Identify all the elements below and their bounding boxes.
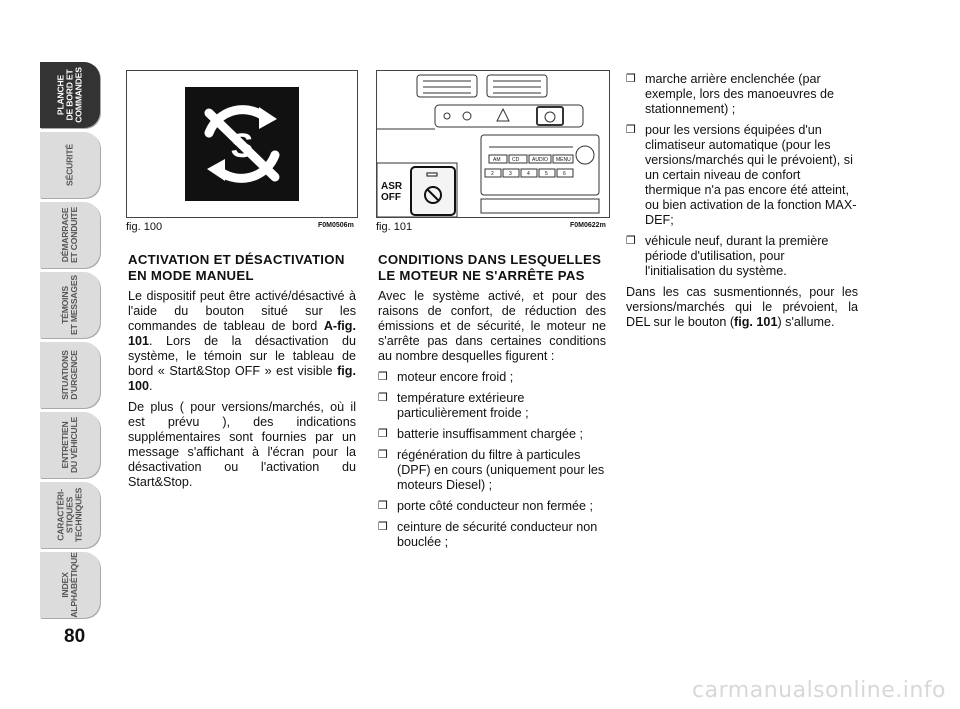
figure-100 bbox=[126, 70, 358, 218]
text-run: . bbox=[149, 379, 153, 393]
radio-preset-2: 2 bbox=[491, 171, 494, 177]
radio-preset-4: 4 bbox=[527, 171, 530, 177]
radio-preset-6: 6 bbox=[563, 171, 566, 177]
tab-label: TÉMOINS ET MESSAGES bbox=[60, 275, 79, 335]
text-run: Le dispositif peut être activé/désactivé à l'aide du bouton situé sur les commandes de tableau de bord bbox=[128, 289, 356, 333]
paragraph: De plus ( pour versions/marchés, où il est prévu ), des indications supplémentaires sont fournies par un message s'affichant à l'écran pour la désactivation ou l'activation du Start&Stop. bbox=[128, 400, 356, 489]
list-item: ❒ marche arrière enclenchée (par exemple, lors des manoeuvres de stationnement) ; bbox=[626, 72, 858, 117]
tab-label: INDEX ALPHABÉTIQUE bbox=[60, 552, 79, 618]
asr-label-line1: ASR bbox=[381, 181, 403, 192]
tab-label: PLANCHE DE BORD ET COMMANDES bbox=[55, 67, 84, 123]
chapter-tabs bbox=[40, 62, 106, 622]
section-heading: CONDITIONS DANS LESQUELLES LE MOTEUR NE S'ARRÊTE PAS bbox=[378, 252, 602, 283]
list-item: ❒ porte côté conducteur non fermée ; bbox=[378, 499, 606, 514]
watermark: carmanualsonline.info bbox=[692, 678, 946, 703]
tab-situations-urgence[interactable] bbox=[40, 342, 100, 408]
figure-101 bbox=[376, 70, 610, 218]
radio-preset-3: 3 bbox=[509, 171, 512, 177]
list-item: ❒ régénération du filtre à particules (DPF) en cours (uniquement pour les moteurs Diesel) ; bbox=[378, 448, 606, 493]
figure-reference: A-fig. 101 bbox=[128, 319, 356, 348]
tab-label: SÉCURITÉ bbox=[64, 144, 75, 186]
column-activation bbox=[128, 252, 356, 496]
tab-label: SITUATIONS D'URGENCE bbox=[60, 350, 79, 400]
text-run: . Lors de la désactivation du système, le témoin sur le tableau de bord « Start&Stop OFF » est visible bbox=[128, 334, 356, 378]
radio-preset-5: 5 bbox=[545, 171, 548, 177]
list-item: ❒ véhicule neuf, durant la première période d'utilisation, pour l'initialisation du système. bbox=[626, 234, 858, 279]
radio-label-menu: MENU bbox=[556, 157, 571, 163]
text-run: Dans les cas susmentionnés, pour les versions/marchés qui le prévoient, la DEL sur le bouton ( bbox=[626, 285, 858, 329]
figure-100-code: F0M0506m bbox=[318, 222, 354, 229]
list-item: ❒ pour les versions équipées d'un climatiseur automatique (pour les versions/marchés qui le prévoient), si un certain niveau de confort thermique n'a pas encore été atteint, ou bien activation de la fonction MAX-DEF; bbox=[626, 123, 858, 228]
radio-label-audio: AUDIO bbox=[532, 157, 548, 163]
tab-demarrage[interactable] bbox=[40, 202, 100, 268]
tab-label: CARACTÉRI- STIQUES TECHNIQUES bbox=[55, 487, 84, 543]
asr-label-line2: OFF bbox=[381, 192, 401, 203]
tab-caracteristiques[interactable] bbox=[40, 482, 100, 548]
radio-label-cd: CD bbox=[512, 157, 520, 163]
list-item: ❒ batterie insuffisamment chargée ; bbox=[378, 427, 606, 442]
section-heading: ACTIVATION ET DÉSACTIVATION EN MODE MANUEL bbox=[128, 252, 345, 283]
list-item: ❒ ceinture de sécurité conducteur non bouclée ; bbox=[378, 520, 606, 550]
figure-reference: fig. 101 bbox=[734, 315, 778, 329]
figure-100-caption: fig. 100 bbox=[126, 221, 163, 233]
paragraph: Avec le système activé, et pour des raisons de confort, de réduction des émissions et de sécurité, le moteur ne s'arrête pas dans certaines conditions au nombre desquelles figurent : bbox=[378, 289, 606, 363]
tab-securite[interactable] bbox=[40, 132, 100, 198]
column-conditions-continued bbox=[626, 72, 858, 336]
tab-entretien[interactable] bbox=[40, 412, 100, 478]
tab-temoins[interactable] bbox=[40, 272, 100, 338]
start-stop-off-icon bbox=[127, 71, 357, 217]
dashboard-controls-illustration bbox=[377, 71, 609, 217]
tab-label: DÉMARRAGE ET CONDUITE bbox=[60, 206, 79, 264]
paragraph bbox=[128, 289, 356, 394]
figure-101-caption: fig. 101 bbox=[376, 221, 413, 233]
tab-label: ENTRETIEN DU VÉHICULE bbox=[60, 416, 79, 474]
list-item: ❒ moteur encore froid ; bbox=[378, 370, 606, 385]
tab-index[interactable] bbox=[40, 552, 100, 618]
list-item: ❒ température extérieure particulièrement froide ; bbox=[378, 391, 606, 421]
paragraph bbox=[626, 285, 858, 330]
figure-reference: fig. 100 bbox=[128, 364, 356, 393]
column-conditions bbox=[378, 252, 606, 556]
figure-101-code: F0M0622m bbox=[570, 222, 606, 229]
radio-label-am: AM bbox=[493, 157, 501, 163]
tab-planche-de-bord[interactable] bbox=[40, 62, 100, 128]
text-run: ) s'allume. bbox=[777, 315, 835, 329]
svg-text:S: S bbox=[230, 127, 254, 165]
page-number: 80 bbox=[64, 626, 86, 647]
